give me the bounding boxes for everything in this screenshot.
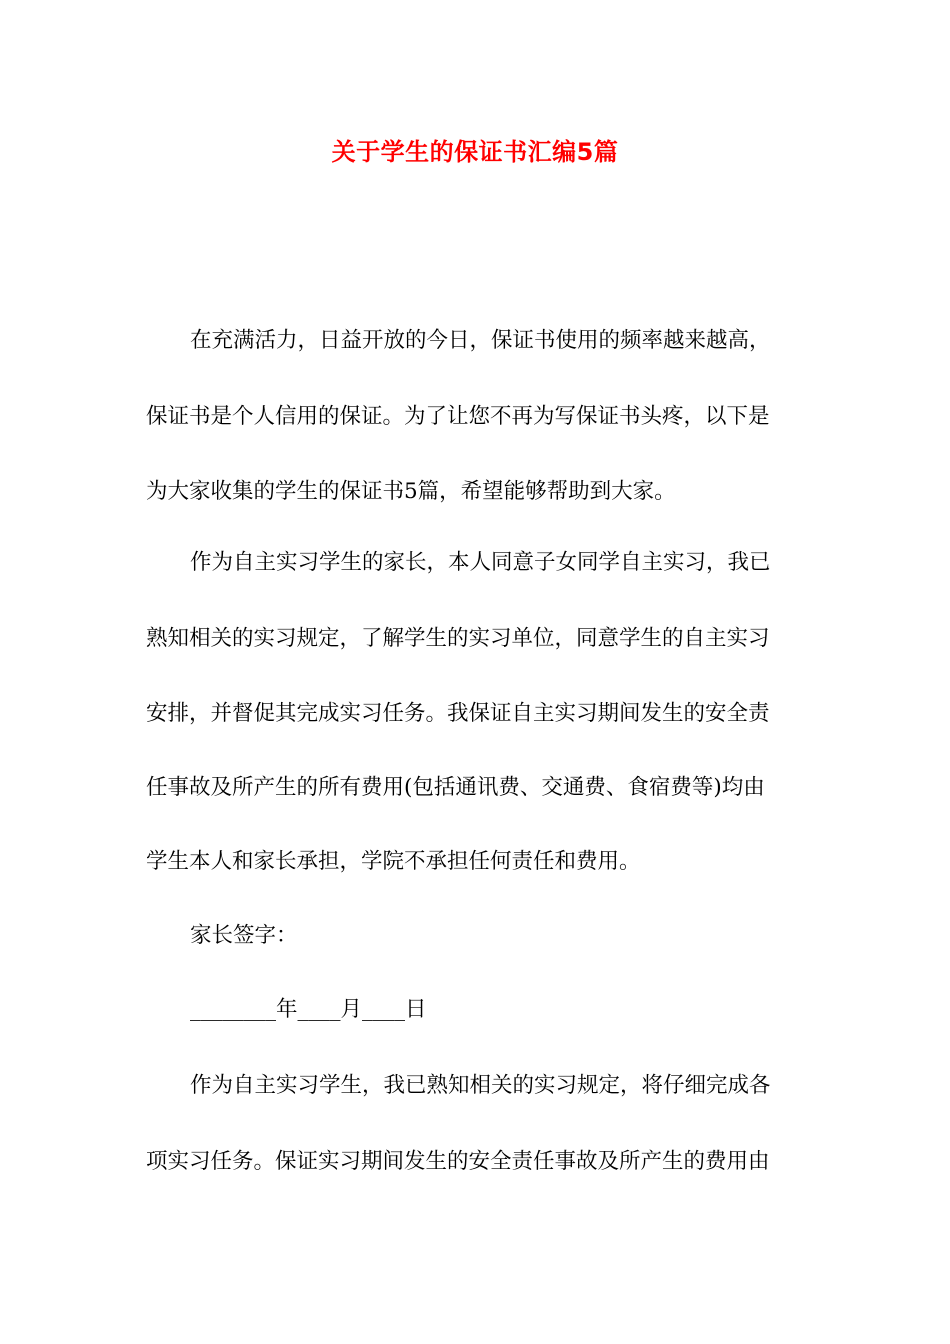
paragraph-1-line-3: 为大家收集的学生的保证书5篇，希望能够帮助到大家。	[146, 479, 676, 504]
paragraph-3-line-1: 作为自主实习学生，我已熟知相关的实习规定，将仔细完成各	[190, 1073, 771, 1098]
paragraph-2-line-2: 熟知相关的实习规定，了解学生的实习单位，同意学生的自主实习	[146, 626, 770, 651]
paragraph-2-line-3: 安排，并督促其完成实习任务。我保证自主实习期间发生的安全责	[146, 701, 770, 726]
paragraph-2-line-1: 作为自主实习学生的家长，本人同意子女同学自主实习，我已	[190, 550, 771, 575]
paragraph-1-line-1: 在充满活力，日益开放的今日，保证书使用的频率越来越高，	[190, 328, 771, 353]
paragraph-1-line-2: 保证书是个人信用的保证。为了让您不再为写保证书头疼，以下是	[146, 404, 770, 429]
paragraph-2-line-5: 学生本人和家长承担，学院不承担任何责任和费用。	[146, 849, 641, 874]
paragraph-2-line-4: 任事故及所产生的所有费用(包括通讯费、交通费、食宿费等)均由	[146, 775, 765, 800]
parent-signature-label: 家长签字：	[190, 923, 298, 948]
document-title: 关于学生的保证书汇编5篇	[331, 138, 619, 166]
paragraph-3-line-2: 项实习任务。保证实习期间发生的安全责任事故及所产生的费用由	[146, 1149, 770, 1174]
date-line: ________年____月____日	[190, 997, 427, 1022]
